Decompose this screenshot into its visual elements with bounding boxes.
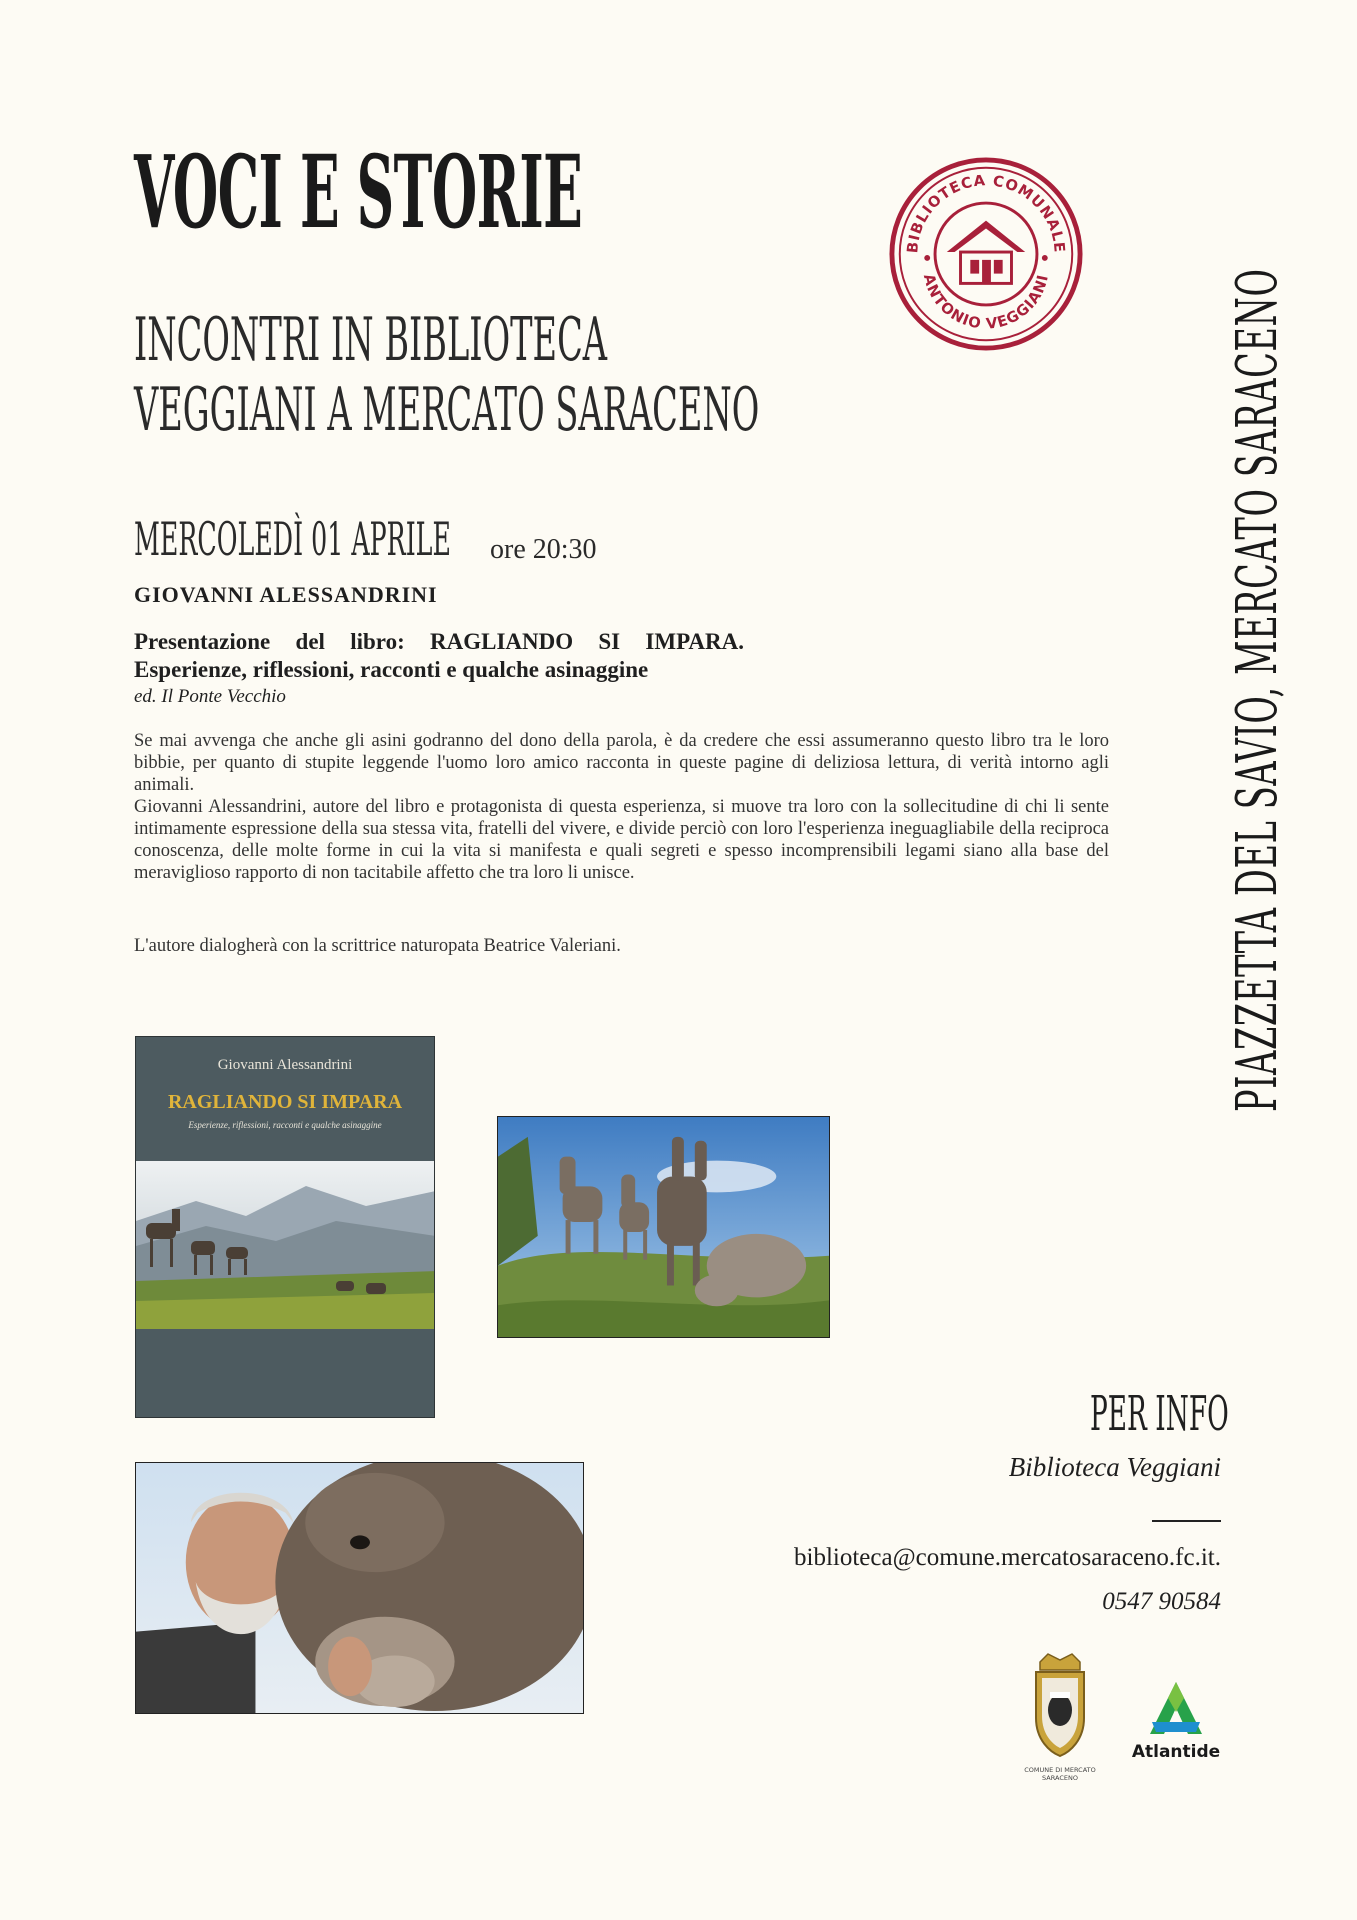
- presentation-line1: Presentazione del libro: RAGLIANDO SI IMPARA.: [134, 629, 744, 654]
- location-text: PIAZZETTA DEL SAVIO, MERCATO SARACENO: [1225, 268, 1290, 1112]
- book-cover-landscape-image: [136, 1161, 435, 1329]
- presentation-line2: Esperienze, riflessioni, racconti e qualche asinaggine: [134, 657, 649, 682]
- stamp-bottom-text: ANTONIO VEGGIANI: [919, 272, 1052, 333]
- book-cover-title: RAGLIANDO SI IMPARA: [167, 1091, 403, 1113]
- book-cover-subtitle: Esperienze, riflessioni, racconti e qualche asinaggine: [188, 1120, 382, 1130]
- divider: [1152, 1520, 1221, 1522]
- atlantide-a-icon: [1126, 1678, 1226, 1740]
- book-cover: [135, 1036, 435, 1418]
- description-paragraph2: Giovanni Alessandrini, autore del libro e protagonista di questa esperienza, si muove tra loro con la sollecitudine di chi li sente intimamente espressione della sua stessa vita, fratelli del vivere, e divide perciò con loro l'esperienza ineguagliabile della reciproca conoscenza, delle molte forme in cui la vita si manifesta e quali segreti e spesso incomprensibili legami siano alla base del meraviglioso rapporto di non tacitabile affetto che tra loro li unisce.: [134, 797, 1109, 883]
- info-email[interactable]: biblioteca@comune.mercatosaraceno.fc.it.: [794, 1544, 1221, 1571]
- author-with-donkey-photo: [135, 1462, 584, 1714]
- info-heading: PER INFO: [1090, 1386, 1229, 1442]
- presentation-heading: [134, 628, 744, 684]
- event-date: MERCOLEDÌ 01 APRILE: [134, 512, 451, 566]
- donkeys-photo: [497, 1116, 830, 1338]
- description: [134, 730, 1109, 884]
- book-cover-author: Giovanni Alessandrini: [217, 1057, 353, 1073]
- dialog-note: L'autore dialogherà con la scrittrice naturopata Beatrice Valeriani.: [134, 936, 621, 956]
- atlantide-label: Atlantide: [1131, 1742, 1221, 1762]
- comune-logo: [1010, 1652, 1110, 1792]
- info-organization: Biblioteca Veggiani: [1008, 1452, 1221, 1482]
- event-subtitle-line2: VEGGIANI A MERCATO SARACENO: [134, 375, 760, 445]
- info-phone[interactable]: 0547 90584: [1102, 1588, 1221, 1615]
- description-paragraph1: Se mai avvenga che anche gli asini godranno del dono della parola, è da credere che essi assumeranno questo libro tra le loro bibbie, per quanto di stupite leggende l'uomo loro amico racconta in queste pagine di deliziosa lettura, di verità intorno agli animali.: [134, 731, 1109, 795]
- publisher: ed. Il Ponte Vecchio: [134, 686, 286, 707]
- atlantide-logo: [1126, 1678, 1226, 1768]
- comune-crest-icon: [1010, 1652, 1110, 1762]
- comune-label: COMUNE DI MERCATO SARACENO: [1024, 1766, 1096, 1782]
- library-stamp-logo: [888, 156, 1084, 352]
- event-time: ore 20:30: [490, 534, 597, 565]
- stamp-top-text: BIBLIOTECA COMUNALE: [904, 172, 1068, 254]
- event-subtitle-line1: INCONTRI IN BIBLIOTECA: [134, 305, 608, 375]
- event-title: VOCI E STORIE: [134, 133, 583, 251]
- author-name: GIOVANNI ALESSANDRINI: [134, 582, 438, 607]
- location-vertical: [1225, 0, 1290, 1112]
